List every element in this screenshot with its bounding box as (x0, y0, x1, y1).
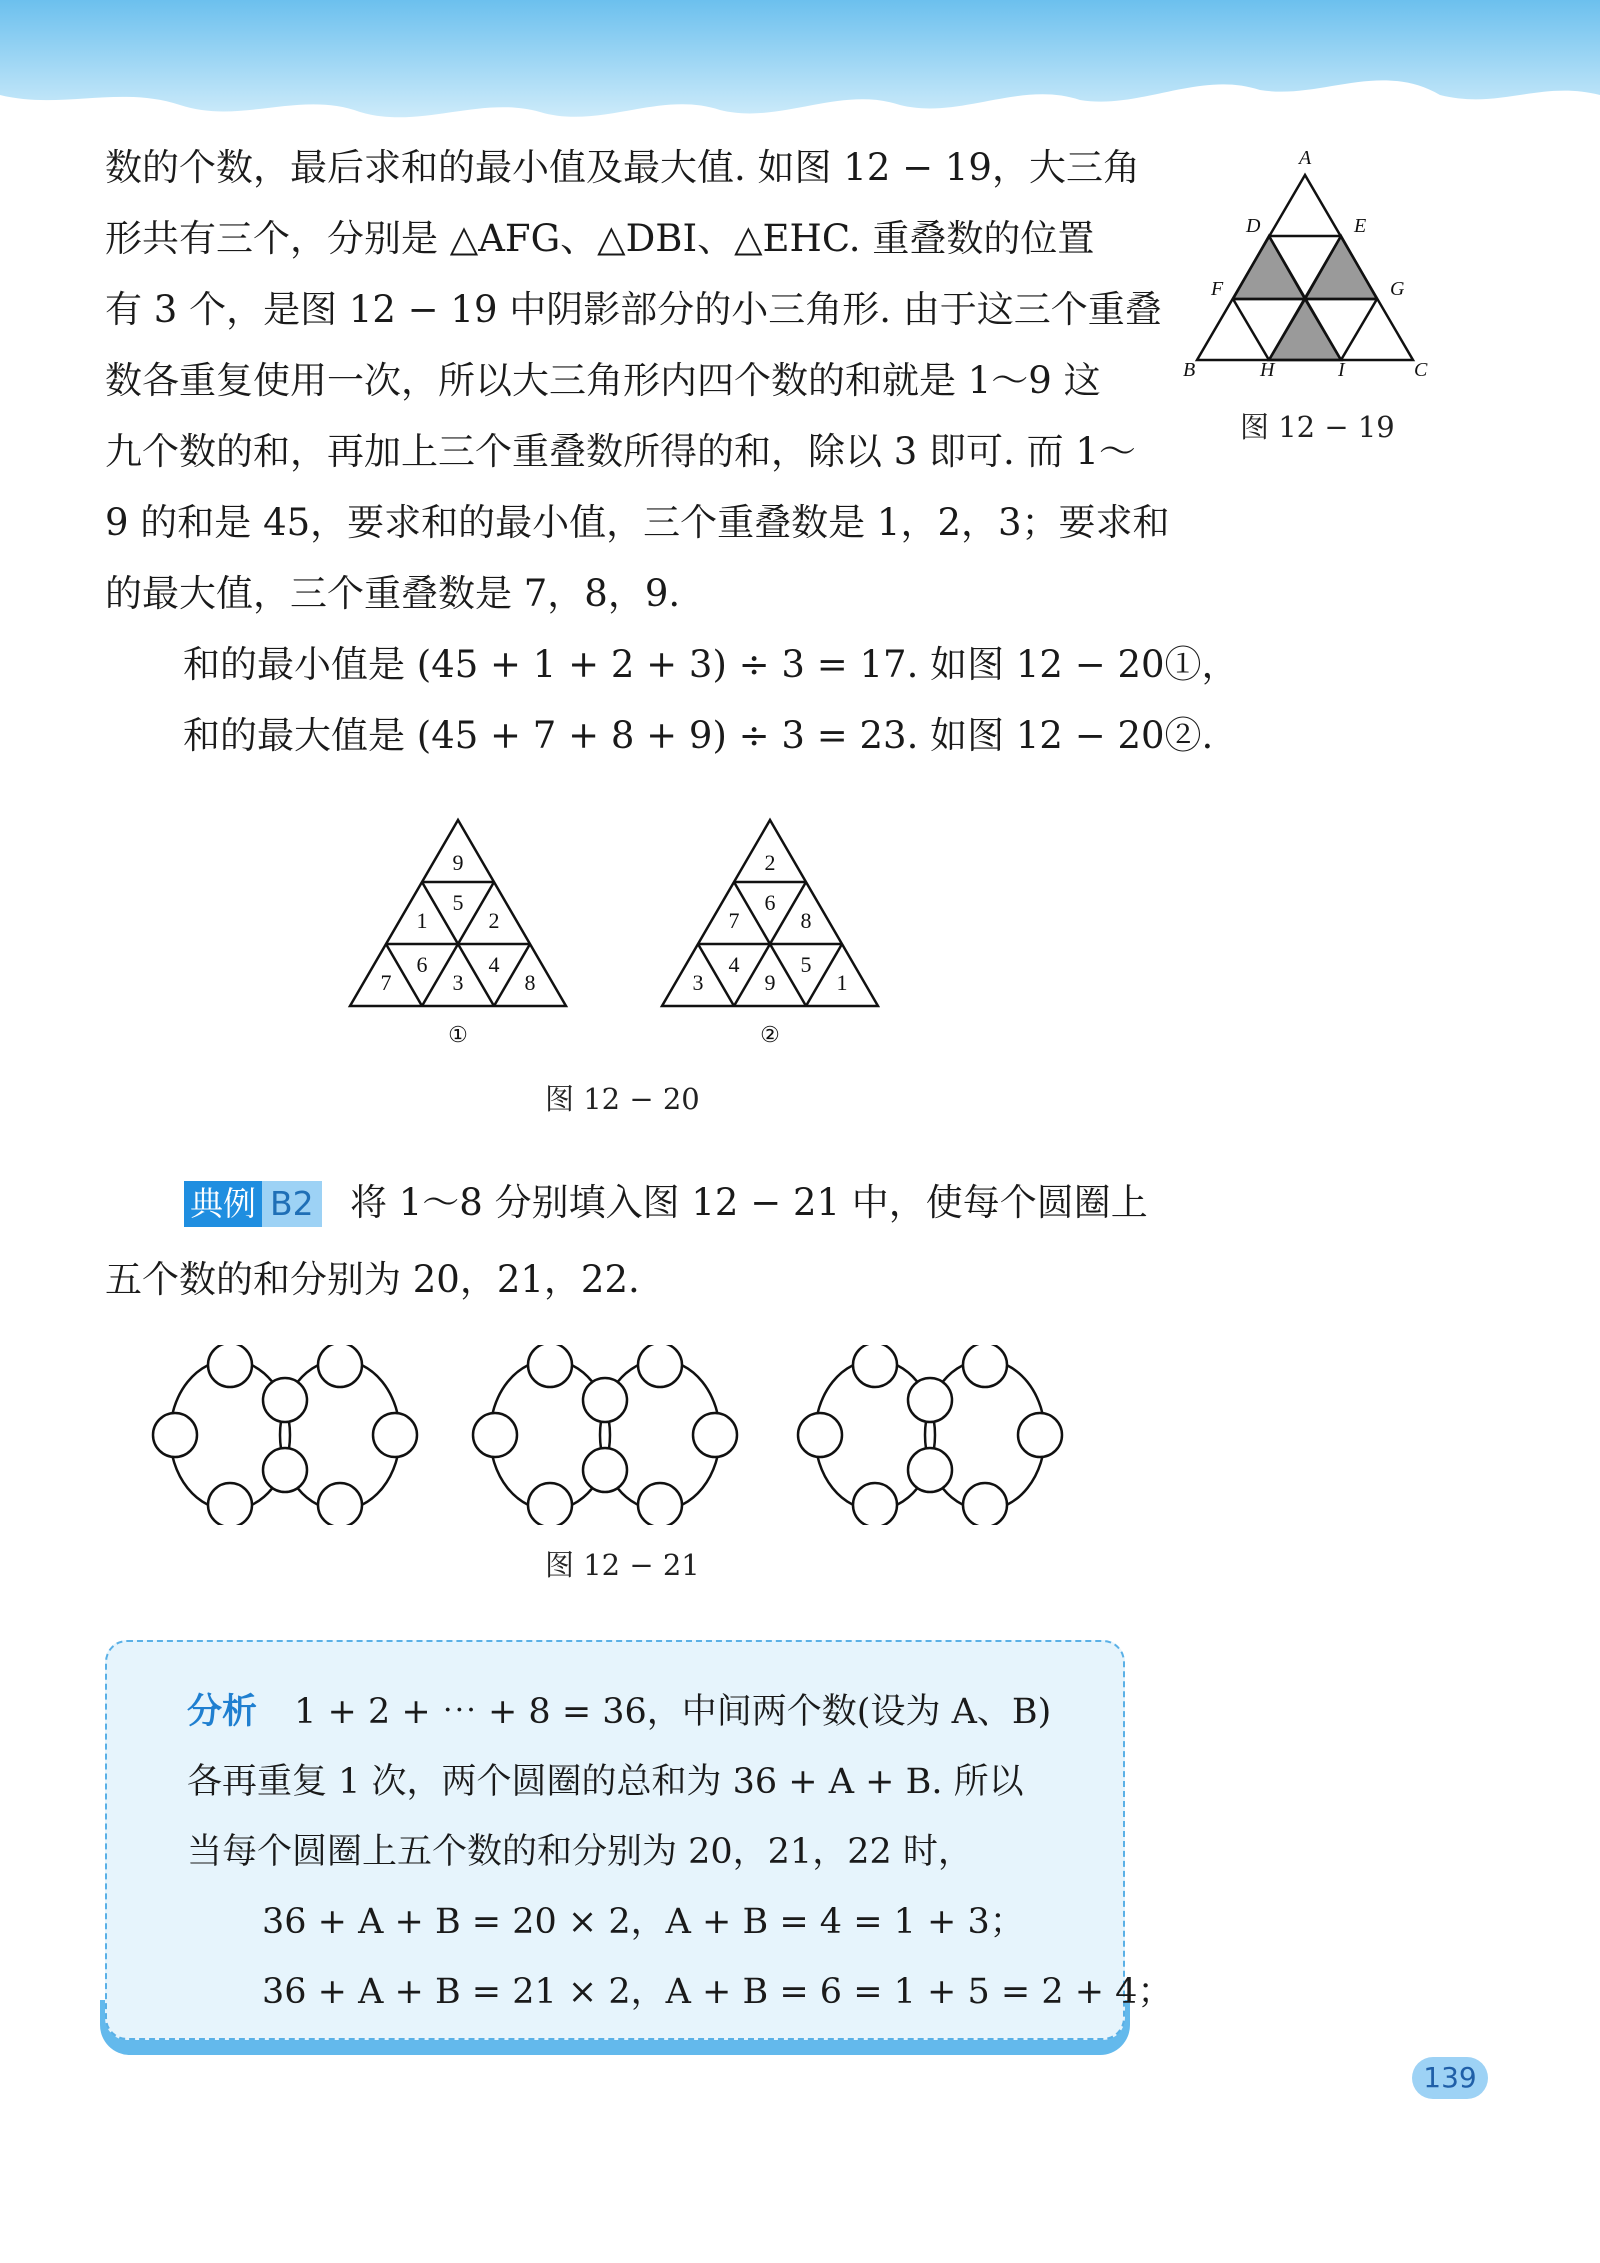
ring-diagram-2 (473, 1345, 737, 1525)
label-c: C (1414, 359, 1428, 381)
figure-12-20 (340, 810, 880, 1050)
analysis-line-1 (187, 1684, 1051, 1734)
example-tag-code: B2 (262, 1181, 322, 1227)
cell: 7 (380, 970, 392, 995)
analysis-line-3: 当每个圆圈上五个数的和分别为 20，21，22 时， (187, 1832, 973, 1872)
cell: 9 (452, 850, 464, 875)
triangle-label: ② (760, 1022, 780, 1047)
paragraph-line: 有 3 个，是图 12 − 19 中阴影部分的小三角形. 由于这三个重叠 (105, 288, 1162, 331)
label-b: B (1183, 359, 1196, 381)
paragraph-line: 九个数的和，再加上三个重叠数所得的和，除以 3 即可. 而 1～ (105, 430, 1136, 473)
analysis-text: 1 + 2 + ⋯ + 8 = 36，中间两个数(设为 A、B) (294, 1692, 1052, 1732)
figure-12-19 (1180, 140, 1450, 390)
cell: 1 (836, 970, 848, 995)
paragraph-line: 和的最小值是 (45 + 1 + 2 + 3) ÷ 3 = 17. 如图 12 − 20①， (183, 643, 1239, 686)
cell: 5 (800, 952, 812, 977)
example-tag-label: 典例 (184, 1181, 262, 1227)
cell: 4 (728, 952, 740, 977)
triangle-1 (350, 820, 566, 1047)
analysis-line-4: 36 + A + B = 20 × 2，A + B = 4 = 1 + 3； (262, 1902, 1025, 1942)
paragraph-1 (105, 132, 1170, 629)
ring-diagram-1 (153, 1345, 417, 1525)
label-a: A (1299, 147, 1312, 169)
analysis-keyword: 分析 (187, 1692, 258, 1732)
triangle-label: ① (448, 1022, 468, 1047)
paragraph-2 (183, 629, 1239, 771)
cell: 8 (524, 970, 536, 995)
cell: 2 (764, 850, 776, 875)
paragraph-line: 9 的和是 45，要求和的最小值，三个重叠数是 1，2，3；要求和 (105, 501, 1170, 544)
paragraph-line: 和的最大值是 (45 + 7 + 8 + 9) ÷ 3 = 23. 如图 12 − 20②. (183, 714, 1214, 757)
cell: 2 (488, 908, 500, 933)
analysis-line-2: 各再重复 1 次，两个圆圈的总和为 36 + A + B. 所以 (187, 1762, 1024, 1802)
paragraph-line: 数的个数，最后求和的最小值及最大值. 如图 12 − 19，大三角 (105, 146, 1140, 189)
fig19-caption: 图 12 − 19 (1240, 410, 1395, 444)
cell: 1 (416, 908, 428, 933)
cell: 6 (764, 890, 776, 915)
cell: 4 (488, 952, 500, 977)
analysis-line-5: 36 + A + B = 21 × 2，A + B = 6 = 1 + 5 = 2 + 4； (262, 1972, 1173, 2012)
example-tag (184, 1181, 322, 1227)
analysis-box (105, 1640, 1173, 2040)
fig21-caption: 图 12 − 21 (545, 1548, 700, 1582)
page-number: 139 (1412, 2057, 1488, 2099)
fig20-caption: 图 12 − 20 (545, 1082, 700, 1116)
label-f: F (1211, 278, 1224, 300)
example-text-line-2: 五个数的和分别为 20，21，22. (105, 1258, 640, 1301)
label-d: D (1246, 215, 1261, 237)
example-text-line-1: 将 1～8 分别填入图 12 − 21 中，使每个圆圈上 (350, 1181, 1148, 1224)
label-e: E (1354, 215, 1367, 237)
cell: 6 (416, 952, 428, 977)
cell: 7 (728, 908, 740, 933)
paragraph-line: 数各重复使用一次，所以大三角形内四个数的和就是 1～9 这 (105, 359, 1101, 402)
cell: 5 (452, 890, 464, 915)
label-g: G (1390, 278, 1405, 300)
cell: 8 (800, 908, 812, 933)
cell: 3 (692, 970, 704, 995)
header-sky-decoration (0, 0, 1600, 150)
cell: 9 (764, 970, 776, 995)
cell: 3 (452, 970, 464, 995)
label-i: I (1338, 359, 1345, 381)
paragraph-line: 的最大值，三个重叠数是 7，8，9. (105, 572, 681, 615)
triangle-2 (662, 820, 878, 1047)
paragraph-line: 形共有三个，分别是 △AFG、△DBI、△EHC. 重叠数的位置 (105, 217, 1095, 260)
label-h: H (1260, 359, 1275, 381)
ring-diagram-3 (798, 1345, 1062, 1525)
figure-12-21 (150, 1345, 1080, 1525)
